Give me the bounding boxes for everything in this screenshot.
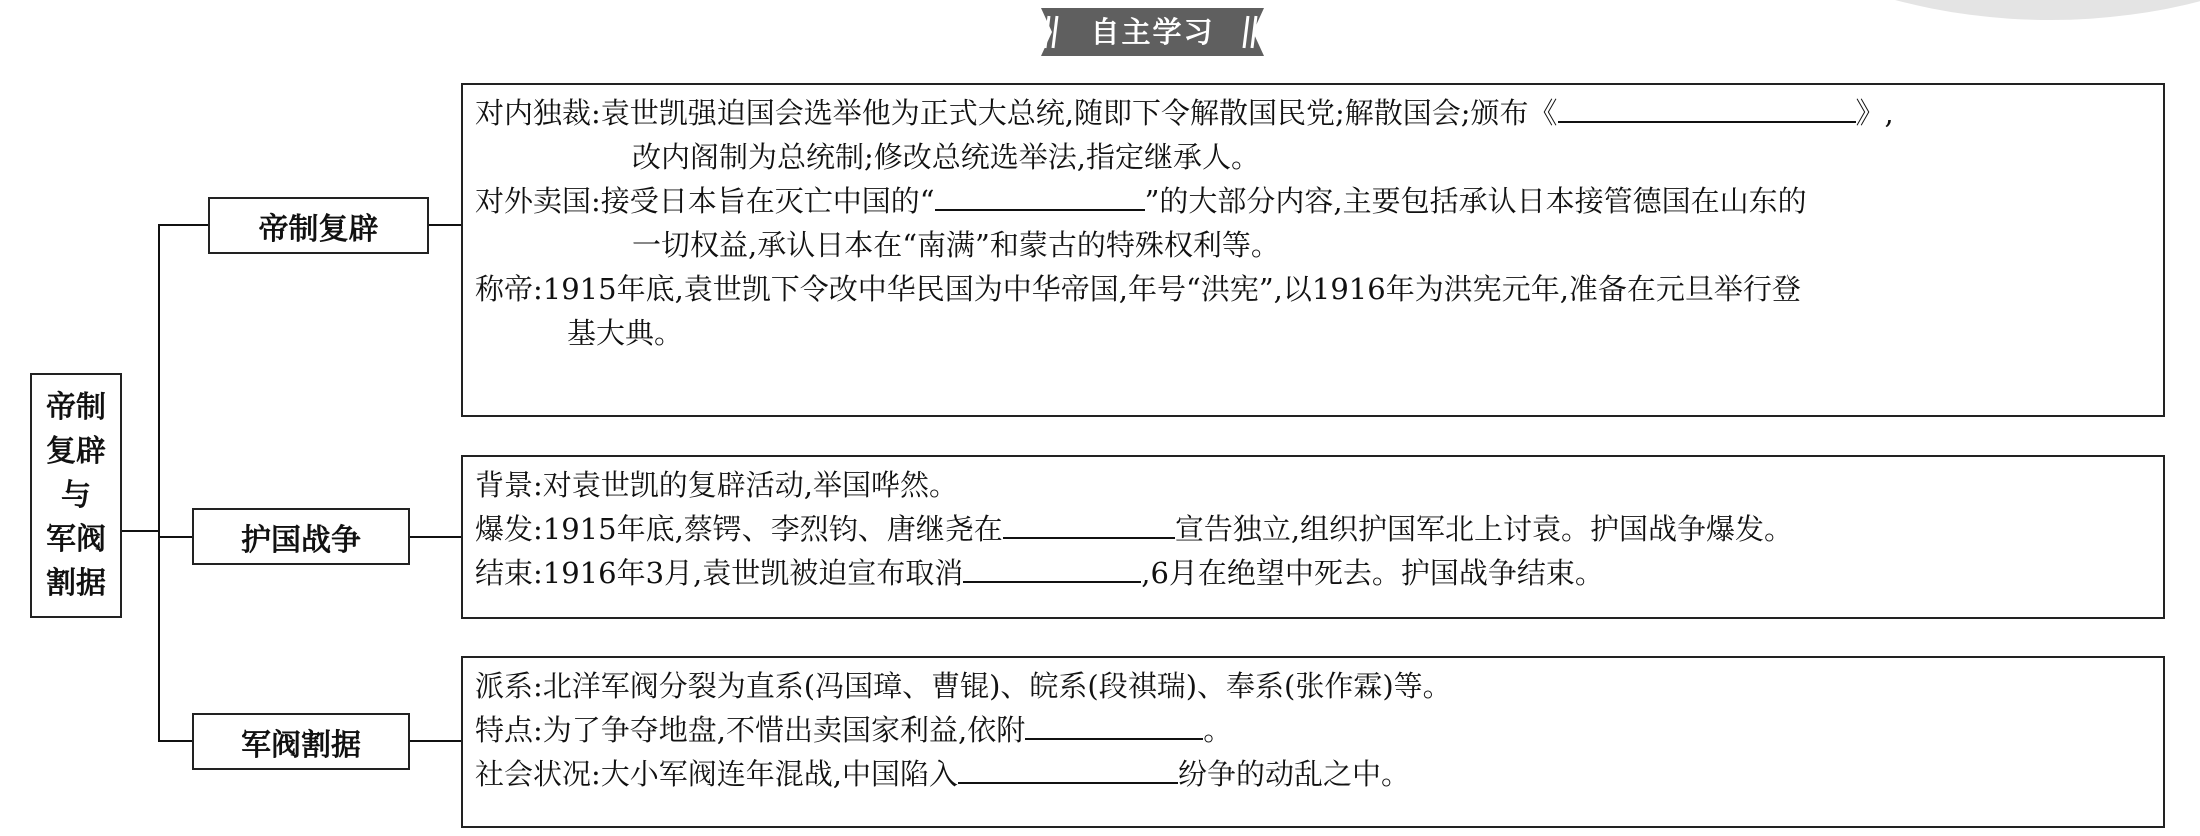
- item-text: 1915年底,蔡锷、李烈钧、唐继尧在: [542, 512, 1003, 546]
- item-text: 为了争夺地盘,不惜出卖国家利益,依附: [542, 713, 1026, 747]
- connector-branch-1: [158, 224, 208, 226]
- item-text: 接受日本旨在灭亡中国的“: [600, 184, 935, 218]
- branch-label-restoration: 帝制复辟: [208, 197, 429, 254]
- list-item: [475, 752, 2153, 796]
- fill-blank[interactable]: [935, 181, 1145, 211]
- item-text: ,6月在绝望中死去。护国战争结束。: [1141, 556, 1604, 590]
- item-text: 对袁世凯的复辟活动,举国哗然。: [542, 468, 959, 502]
- item-text: 1916年3月,袁世凯被迫宣布取消: [542, 556, 964, 590]
- content-panel-warlords: [461, 656, 2165, 828]
- item-key: 爆发:: [475, 512, 543, 546]
- decorative-arc: [1640, 0, 2200, 20]
- connector-branch-3: [158, 740, 192, 742]
- item-text: ”的大部分内容,主要包括承认日本接管德国在山东的: [1144, 184, 1807, 218]
- list-item: [475, 708, 2153, 752]
- root-label-line: 复辟: [46, 433, 106, 469]
- fill-blank[interactable]: [1003, 509, 1175, 539]
- item-text: 纷争的动乱之中。: [1178, 757, 1411, 791]
- section-banner: [1035, 6, 1270, 58]
- list-item: [475, 267, 2153, 311]
- list-item: [475, 179, 2153, 223]
- item-text: 袁世凯强迫国会选举他为正式大总统,随即下令解散国民党;解散国会;颁布《: [600, 96, 1558, 130]
- fill-blank[interactable]: [1558, 93, 1856, 123]
- content-panel-restoration: [461, 83, 2165, 417]
- item-key: 对内独裁:: [475, 96, 601, 130]
- content-panel-protect-war: [461, 455, 2165, 619]
- item-text: 》,: [1855, 96, 1894, 130]
- fill-blank[interactable]: [963, 553, 1141, 583]
- list-item: [475, 91, 2153, 135]
- root-label-line: 军阀: [46, 521, 106, 557]
- list-item: [475, 551, 2153, 595]
- list-item-continuation: [475, 135, 2153, 179]
- connector-branch-2: [158, 536, 192, 538]
- list-item: [475, 463, 2153, 507]
- list-item: [475, 507, 2153, 551]
- banner-title: 自主学习: [1090, 15, 1215, 49]
- fill-blank[interactable]: [1025, 710, 1203, 740]
- item-text: 。: [1203, 713, 1233, 747]
- item-key: 社会状况:: [475, 757, 601, 791]
- branch-label-protect-war: 护国战争: [192, 508, 410, 565]
- branch-label-warlords: 军阀割据: [192, 713, 410, 770]
- connector-panel-1: [429, 224, 461, 226]
- connector-root: [122, 530, 160, 532]
- item-key: 派系:: [475, 669, 543, 703]
- fill-blank[interactable]: [958, 754, 1178, 784]
- item-text: 宣告独立,组织护国军北上讨袁。护国战争爆发。: [1174, 512, 1794, 546]
- root-label-line: 与: [61, 477, 91, 513]
- root-topic-box: [30, 373, 122, 618]
- root-label-line: 割据: [46, 565, 106, 601]
- item-text: 改内阁制为总统制;修改总统选举法,指定继承人。: [632, 140, 1260, 174]
- connector-spine: [158, 224, 160, 742]
- connector-panel-2: [410, 536, 461, 538]
- list-item: [475, 664, 2153, 708]
- item-key: 特点:: [475, 713, 543, 747]
- list-item-continuation: [475, 311, 2153, 355]
- item-text: 基大典。: [567, 316, 684, 350]
- item-text: 一切权益,承认日本在“南满”和蒙古的特殊权利等。: [632, 228, 1280, 262]
- item-key: 背景:: [475, 468, 543, 502]
- root-label-line: 帝制: [46, 389, 106, 425]
- item-key: 结束:: [475, 556, 543, 590]
- item-key: 对外卖国:: [475, 184, 601, 218]
- item-key: 称帝:: [475, 272, 543, 306]
- item-text: 大小军阀连年混战,中国陷入: [600, 757, 959, 791]
- list-item-continuation: [475, 223, 2153, 267]
- item-text: 1915年底,袁世凯下令改中华民国为中华帝国,年号“洪宪”,以1916年为洪宪元年,准备在元旦举行登: [542, 272, 1801, 306]
- item-text: 北洋军阀分裂为直系(冯国璋、曹锟)、皖系(段祺瑞)、奉系(张作霖)等。: [542, 669, 1452, 703]
- connector-panel-3: [410, 740, 461, 742]
